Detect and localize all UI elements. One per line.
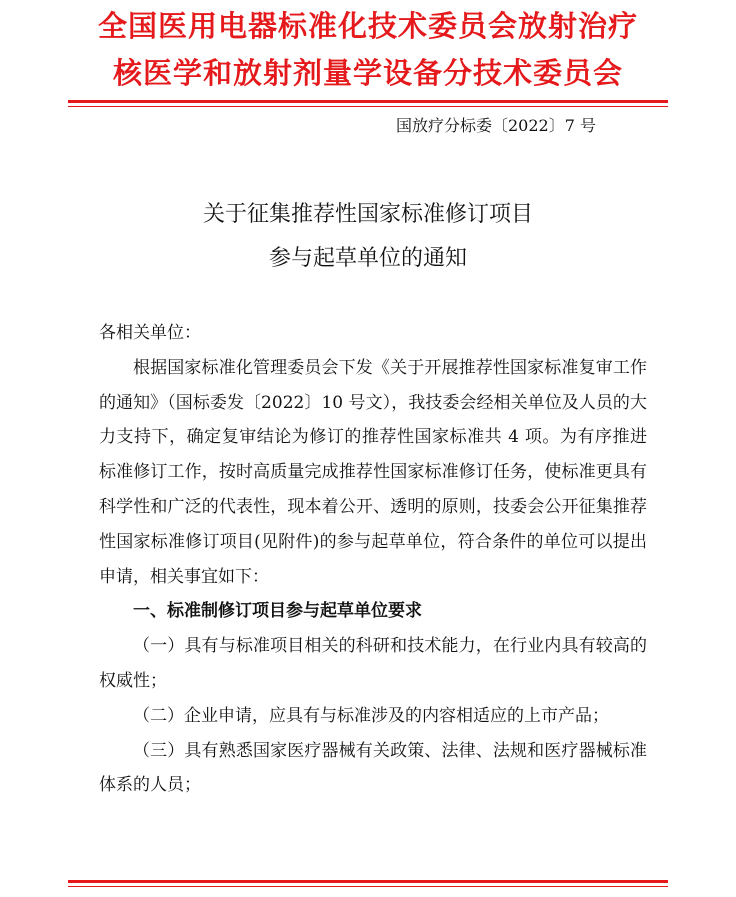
footer-rule-thick [68,880,668,883]
masthead-line-1: 全国医用电器标准化技术委员会放射治疗 [97,9,638,43]
document-number: 国放疗分标委〔2022〕7 号 [396,116,596,135]
notice-title-line-1: 关于征集推荐性国家标准修订项目 [202,202,533,227]
intro-paragraph: 根据国家标准化管理委员会下发《关于开展推荐性国家标准复审工作的通知》（国标委发〔2022〕10 号文），我技委会经相关单位及人员的大力支持下，确定复审结论为修订的推荐性国家标准共 4 项。为有序推进标准修订工作，按时高质量完成推荐性国家标准修订任务，使标准更具有科学性和广泛的代表性，现本着公开、透明的原则，技委会公开征集推荐性国家标准修订项目(见附件)的参与起草单位，符合条件的单位可以提出申请，相关事宜如下： [99,357,647,587]
requirement-item-3: （三）具有熟悉国家医疗器械有关政策、法律、法规和医疗器械标准体系的人员； [99,740,647,796]
requirement-item-1: （一）具有与标准项目相关的科研和技术能力，在行业内具有较高的权威性； [99,636,647,691]
salutation: 各相关单位： [99,323,201,343]
section-1-heading: 一、标准制修订项目参与起草单位要求 [133,601,422,622]
header-rule-thick [68,100,668,103]
requirement-item-2: （二）企业申请，应具有与标准涉及的内容相适应的上市产品； [133,705,609,726]
footer-rule-thin [68,886,668,887]
notice-title-line-2: 参与起草单位的通知 [268,246,467,271]
notice-body [99,316,647,803]
masthead-line-2: 核医学和放射剂量学设备分技术委员会 [112,56,623,90]
header-rule-thin [68,106,668,107]
